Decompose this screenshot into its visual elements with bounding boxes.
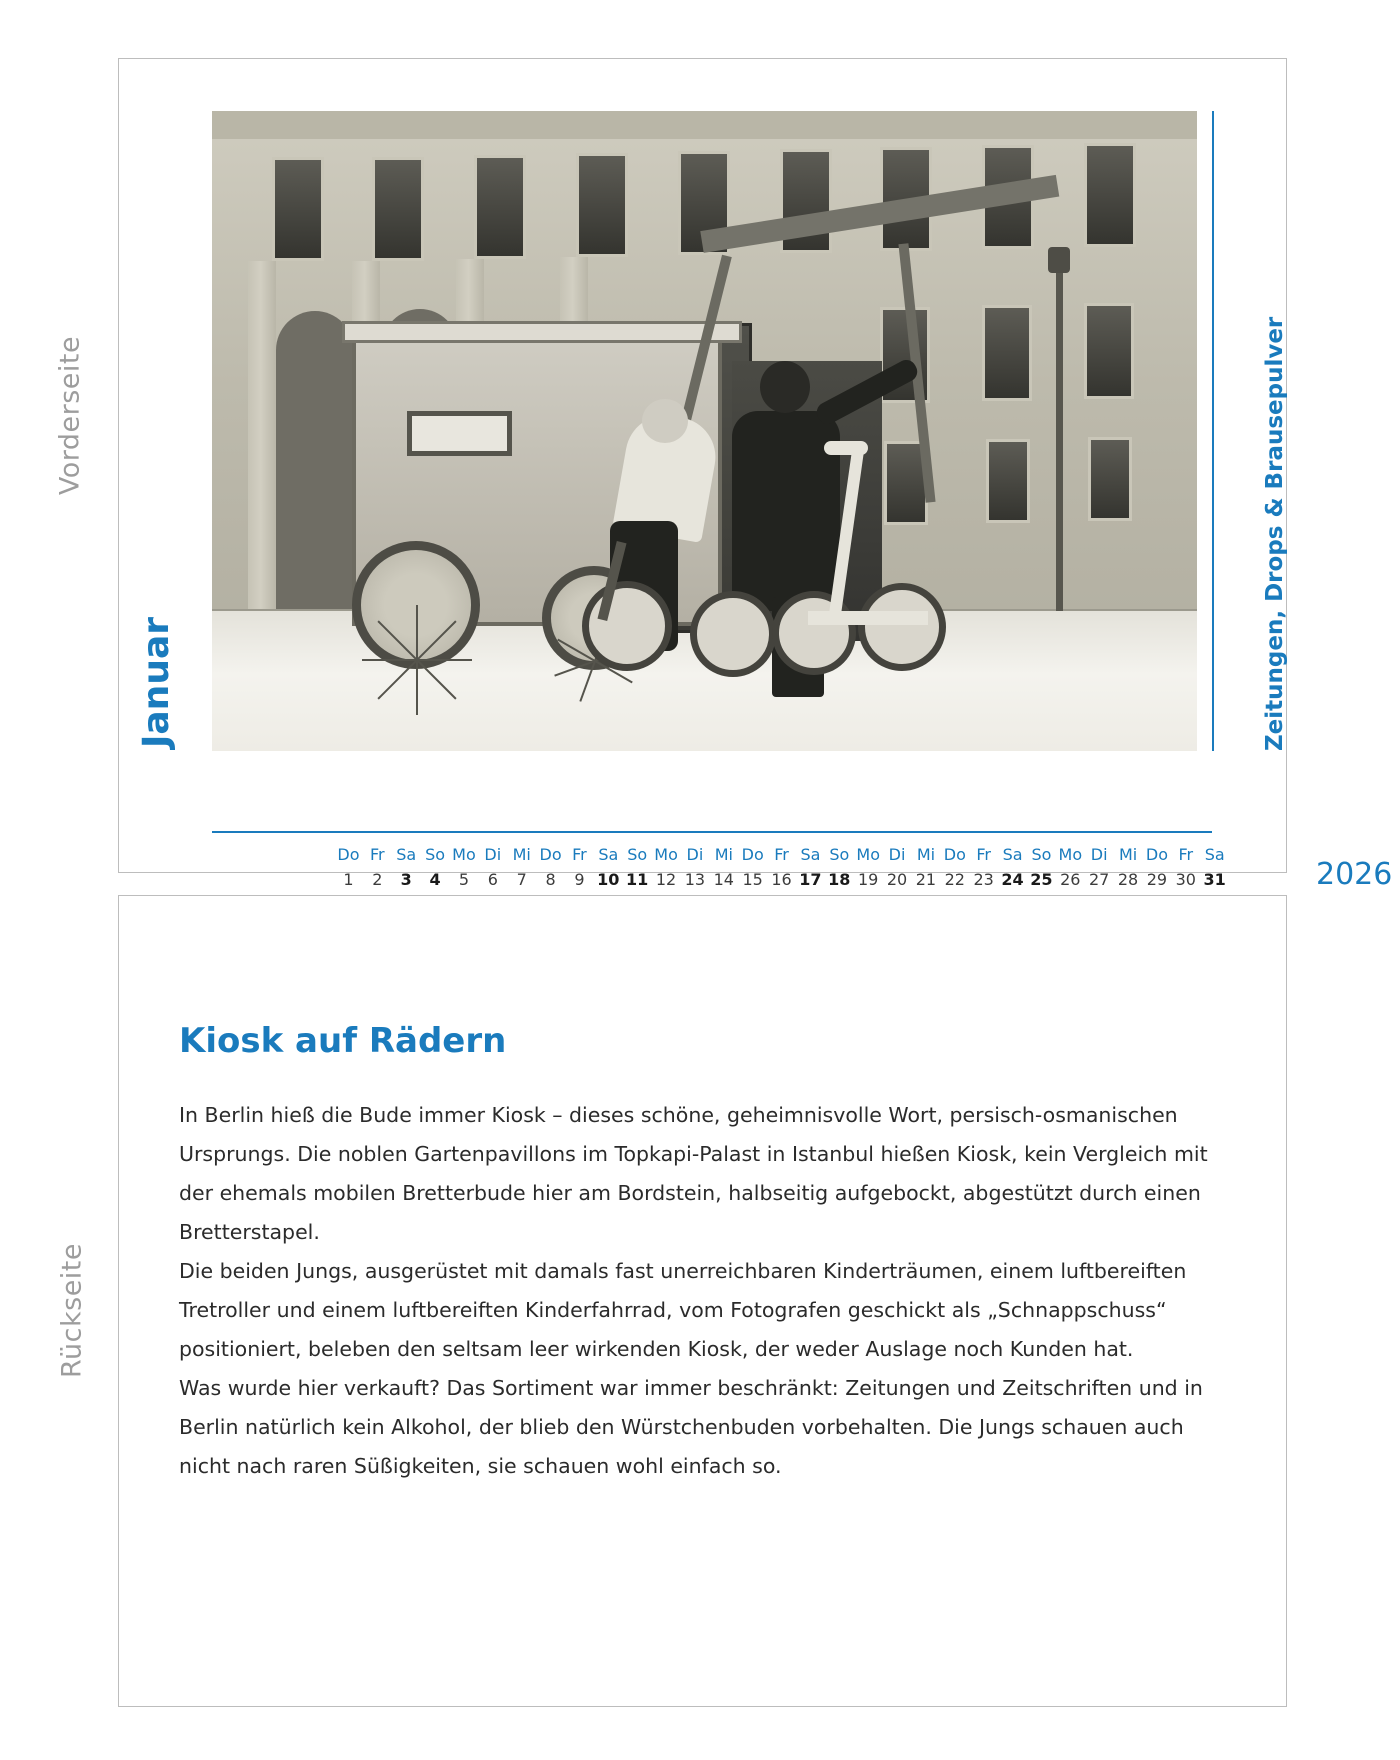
calendar-daynumber-row — [334, 870, 1229, 889]
calendar-weekday: Di — [888, 845, 906, 864]
child-head — [642, 399, 688, 443]
calendar-weekday: So — [425, 845, 446, 864]
facade-window — [1084, 303, 1134, 399]
calendar-day-number[interactable]: 19 — [858, 870, 879, 889]
calendar-weekday: Do — [539, 845, 562, 864]
calendar-day-number[interactable]: 12 — [655, 870, 677, 889]
calendar-weekday: Fr — [1178, 845, 1194, 864]
calendar-weekday: Fr — [572, 845, 587, 864]
calendar-side-title — [1218, 111, 1288, 751]
month-name: Januar — [136, 617, 177, 748]
calendar-day-number[interactable]: 22 — [944, 870, 965, 889]
calendar-weekday: Do — [337, 845, 360, 864]
calendar-day-number[interactable]: 14 — [713, 870, 734, 889]
calendar-weekday: So — [1031, 845, 1052, 864]
calendar-day-number[interactable]: 2 — [372, 870, 383, 889]
calendar-day-number[interactable]: 6 — [487, 870, 498, 889]
calendar-day-number[interactable]: 27 — [1089, 870, 1110, 889]
calendar-year: 2026 — [1316, 857, 1393, 892]
kiosk-window — [407, 411, 512, 456]
calendar-day-number[interactable]: 26 — [1060, 870, 1081, 889]
facade-window — [986, 439, 1030, 523]
facade-window — [474, 155, 526, 259]
calendar-weekday: Do — [943, 845, 966, 864]
calendar-weekday: Fr — [976, 845, 991, 864]
calendar-separator-line — [212, 831, 1212, 833]
facade-arch — [276, 311, 354, 611]
calendar-weekday: Di — [484, 845, 502, 864]
calendar-front-page — [118, 58, 1393, 892]
facade-pillar — [248, 261, 276, 611]
calendar-day-number[interactable]: 4 — [429, 870, 441, 889]
facade-window — [1084, 143, 1136, 247]
calendar-weekday: Mi — [714, 845, 733, 864]
scooter-handlebar — [824, 441, 868, 455]
calendar-weekday: So — [829, 845, 850, 864]
calendar-day-number[interactable]: 16 — [771, 870, 792, 889]
calendar-day-number[interactable]: 9 — [574, 870, 585, 889]
calendar-day-number[interactable]: 20 — [886, 870, 908, 889]
calendar-day-number[interactable]: 25 — [1030, 870, 1053, 889]
scooter-wheel — [858, 583, 946, 671]
child-head — [760, 361, 810, 413]
calendar-weekday: Do — [741, 845, 764, 864]
calendar-day-number[interactable]: 10 — [597, 870, 620, 889]
back-page-body — [179, 1096, 1234, 1486]
calendar-day-number[interactable]: 13 — [684, 870, 706, 889]
facade-window — [1088, 437, 1132, 521]
bicycle-wheel — [690, 591, 776, 677]
calendar-weekday: Mo — [654, 845, 678, 864]
calendar-day-number[interactable]: 31 — [1203, 870, 1226, 889]
back-page-title: Kiosk auf Rädern — [179, 1021, 507, 1061]
calendar-side-title-text: Zeitungen, Drops & Brausepulver — [1262, 316, 1288, 751]
calendar-day-number[interactable]: 5 — [458, 870, 470, 889]
calendar-back-page — [118, 895, 1287, 1707]
historic-photograph — [212, 111, 1197, 751]
calendar-day-number[interactable]: 30 — [1175, 870, 1196, 889]
calendar-weekday: Mi — [1118, 845, 1138, 864]
calendar-weekday: Fr — [774, 845, 789, 864]
calendar-weekday: So — [627, 845, 648, 864]
facade-window — [372, 157, 424, 261]
calendar-day-number[interactable]: 28 — [1117, 870, 1139, 889]
cart-wheel — [352, 541, 480, 669]
calendar-day-number[interactable]: 15 — [742, 870, 763, 889]
calendar-weekday: Di — [686, 845, 704, 864]
lamppost — [1056, 271, 1063, 611]
scooter-deck — [808, 611, 928, 625]
calendar-day-number[interactable]: 21 — [915, 870, 937, 889]
calendar-weekday: Sa — [1204, 845, 1225, 864]
back-page-paragraph: In Berlin hieß die Bude immer Kiosk – dieses schöne, geheimnisvolle Wort, persisch-osmanischen Ursprungs. Die noblen Gartenpavillons im Topkapi-Palast in Istanbul hießen Kiosk, kein Vergleich mit der ehemals mobilen Bretterbude hier am Bordstein, halbseitig aufgebockt, abgestützt durch einen Bretterstapel. — [179, 1103, 1208, 1244]
calendar-weekday: Mi — [916, 845, 936, 864]
side-label-back: Rückseite — [56, 1242, 88, 1379]
calendar-weekday: Di — [1090, 845, 1108, 864]
calendar-day-number[interactable]: 1 — [343, 870, 354, 889]
calendar-day-number[interactable]: 23 — [973, 870, 994, 889]
kiosk-roof — [342, 321, 742, 343]
calendar-weekday: Sa — [1002, 845, 1023, 864]
bicycle-wheel — [582, 581, 672, 671]
calendar-day-number[interactable]: 18 — [828, 870, 851, 889]
calendar-weekday: Sa — [800, 845, 821, 864]
lamp-head-icon — [1048, 247, 1070, 273]
calendar-day-number[interactable]: 24 — [1001, 870, 1024, 889]
scooter-wheel — [772, 591, 856, 675]
calendar-day-number[interactable]: 8 — [545, 870, 556, 889]
back-page-paragraph: Die beiden Jungs, ausgerüstet mit damals fast unerreichbaren Kinderträumen, einem luftbereiften Tretroller und einem luftbereiften Kinderfahrrad, vom Fotografen geschickt als „Schnappschuss“ positioniert, beleben den seltsam leer wirkenden Kiosk, der weder Auslage noch Kunden hat. — [179, 1259, 1187, 1361]
side-label-front: Vorderseite — [54, 335, 86, 496]
calendar-weekday: Mo — [452, 845, 476, 864]
facade-window — [272, 157, 324, 261]
facade-band — [212, 111, 1197, 139]
calendar-weekday: Mo — [856, 845, 880, 864]
calendar-weekday: Fr — [370, 845, 385, 864]
calendar-weekday: Mo — [1058, 845, 1083, 864]
calendar-day-number[interactable]: 3 — [400, 870, 412, 889]
facade-window — [982, 305, 1032, 401]
calendar-weekday-row — [334, 845, 1229, 870]
calendar-weekday: Do — [1145, 845, 1168, 864]
facade-window — [576, 153, 628, 257]
calendar-weekday: Sa — [598, 845, 619, 864]
photo-block — [212, 111, 1288, 751]
calendar-day-number[interactable]: 29 — [1146, 870, 1168, 889]
calendar-weekday: Sa — [396, 845, 417, 864]
child-standing — [732, 411, 840, 611]
calendar-weekday: Mi — [512, 845, 531, 864]
calendar-day-number[interactable]: 7 — [516, 870, 527, 889]
accent-rule-vertical — [1212, 111, 1214, 751]
calendar-day-number[interactable]: 17 — [799, 870, 822, 889]
calendar-day-number[interactable]: 11 — [626, 870, 649, 889]
back-page-paragraph: Was wurde hier verkauft? Das Sortiment war immer beschränkt: Zeitungen und Zeitschriften und in Berlin natürlich kein Alkohol, der blieb den Würstchenbuden vorbehalten. Die Jungs schauen auch nicht nach raren Süßigkeiten, sie schauen wohl einfach so. — [179, 1376, 1203, 1478]
